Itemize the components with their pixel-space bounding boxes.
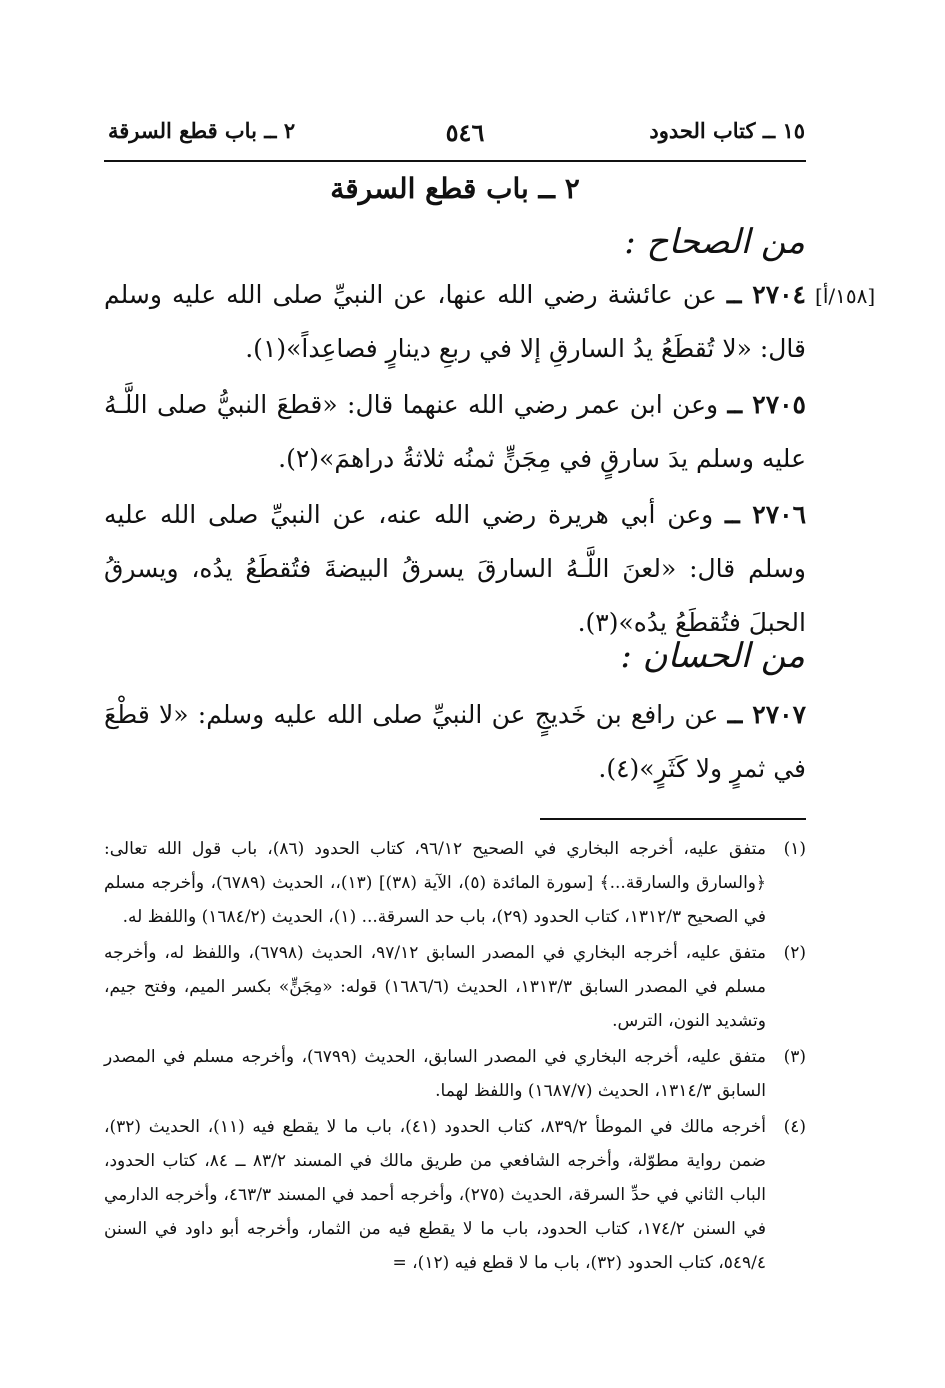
running-header-chapter: ٢ ــ باب قطع السرقة: [108, 118, 296, 143]
running-header-book: ١٥ ــ كتاب الحدود: [649, 118, 805, 143]
header-rule: [104, 160, 806, 162]
footnote-text: متفق عليه، أخرجه البخاري في المصدر السابق، الحديث (٦٧٩٩)، وأخرجه مسلم في المصدر السابق ١٣١٤/٣، الحديث (١٦٨٧/٧) واللفظ لهما.: [104, 1047, 766, 1101]
footnote-rule: [540, 818, 806, 820]
hadith-number: ٢٧٠٧ ــ: [727, 700, 806, 729]
hadith-text: وعن أبي هريرة رضي الله عنه، عن النبيِّ صلى الله عليه وسلم قال: «لعنَ اللَّـهُ السارقَ يسرقُ البيضةَ فتُقطَعُ يدُه، ويسرقُ الحبلَ فتُقطَعُ يدُه»(٣).: [104, 500, 806, 637]
footnote-1: [104, 832, 806, 934]
footnote-text: أخرجه مالك في الموطأ ٨٣٩/٢، كتاب الحدود (٤١)، باب ما لا يقطع فيه (١١)، الحديث (٣٢)، ضمن رواية مطوّلة، وأخرجه الشافعي من طريق مالك في المسند ٨٣/٢ ــ ٨٤، كتاب الحدود، الباب الثاني في حدِّ السرقة، الحديث (٢٧٥)، وأخرجه أحمد في المسند ٤٦٣/٣، وأخرجه الدارمي في السنن ١٧٤/٢، كتاب الحدود، باب ما لا يقطع فيه من الثمار، وأخرجه أبو داود في السنن ٥٤٩/٤، كتاب الحدود (٣٢)، باب ما لا قطع فيه (١٢)، =: [104, 1117, 767, 1273]
hadith-text: عن رافع بن خَديجٍ عن النبيِّ صلى الله عليه وسلم: «لا قطْعَ في ثمرٍ ولا كَثَرٍ»(٤).: [104, 700, 806, 783]
footnote-number: (٣): [783, 1047, 806, 1067]
footnote-4: [104, 1110, 806, 1280]
chapter-title: ٢ ــ باب قطع السرقة: [330, 172, 580, 205]
footnote-3: [104, 1040, 806, 1108]
footnote-number: (١): [783, 839, 806, 859]
footnote-text: متفق عليه، أخرجه البخاري في الصحيح ٩٦/١٢، كتاب الحدود (٨٦)، باب قول الله تعالى: ﴿والسارق والسارقة...﴾ [سورة المائدة (٥)، الآية (٣٨)] (١٣)،، الحديث (٦٧٨٩)، وأخرجه مسلم في الصحيح ١٣١٢/٣، كتاب الحدود (٢٩)، باب حد السرقة... (١)، الحديث (١٦٨٤/٢) واللفظ له.: [104, 839, 766, 927]
hadith-2705: [104, 378, 806, 486]
footnote-number: (٤): [783, 1117, 806, 1137]
hadith-text: عن عائشة رضي الله عنها، عن النبيِّ صلى الله عليه وسلم قال: «لا تُقطَعُ يدُ السارقِ إلا في ربعِ دينارٍ فصاعِداً»(١).: [104, 280, 806, 363]
hadith-2704: [104, 268, 806, 376]
hadith-number: ٢٧٠٥ ــ: [727, 390, 806, 419]
footnote-text: متفق عليه، أخرجه البخاري في المصدر السابق ٩٧/١٢، الحديث (٦٧٩٨)، واللفظ له، وأخرجه مسلم في المصدر السابق ١٣١٣/٣، الحديث (١٦٨٦/٦) قوله: «مِجَنٍّ» بكسر الميم، وفتح جيم، وتشديد النون، الترس.: [104, 943, 767, 1031]
hadith-number: ٢٧٠٦ ــ: [725, 500, 806, 529]
hadith-2707: [104, 688, 806, 796]
page-number: ٥٤٦: [445, 118, 485, 147]
footnote-number: (٢): [783, 943, 806, 963]
section-heading-hisan: من الحسان :: [620, 636, 805, 676]
section-heading-sihah: من الصحاح :: [624, 222, 805, 262]
hadith-number: ٢٧٠٤ ــ: [726, 280, 806, 309]
hadith-2706: [104, 488, 806, 650]
manuscript-folio-ref: [١٥٨/أ]: [815, 284, 876, 308]
hadith-text: وعن ابن عمر رضي الله عنهما قال: «قطعَ النبيُّ صلى اللَّـهُ عليه وسلم يدَ سارقٍ في مِجَنٍّ ثمنُه ثلاثةُ دراهمَ»(٢).: [104, 390, 806, 473]
footnote-2: [104, 936, 806, 1038]
footnotes: [104, 832, 806, 1282]
